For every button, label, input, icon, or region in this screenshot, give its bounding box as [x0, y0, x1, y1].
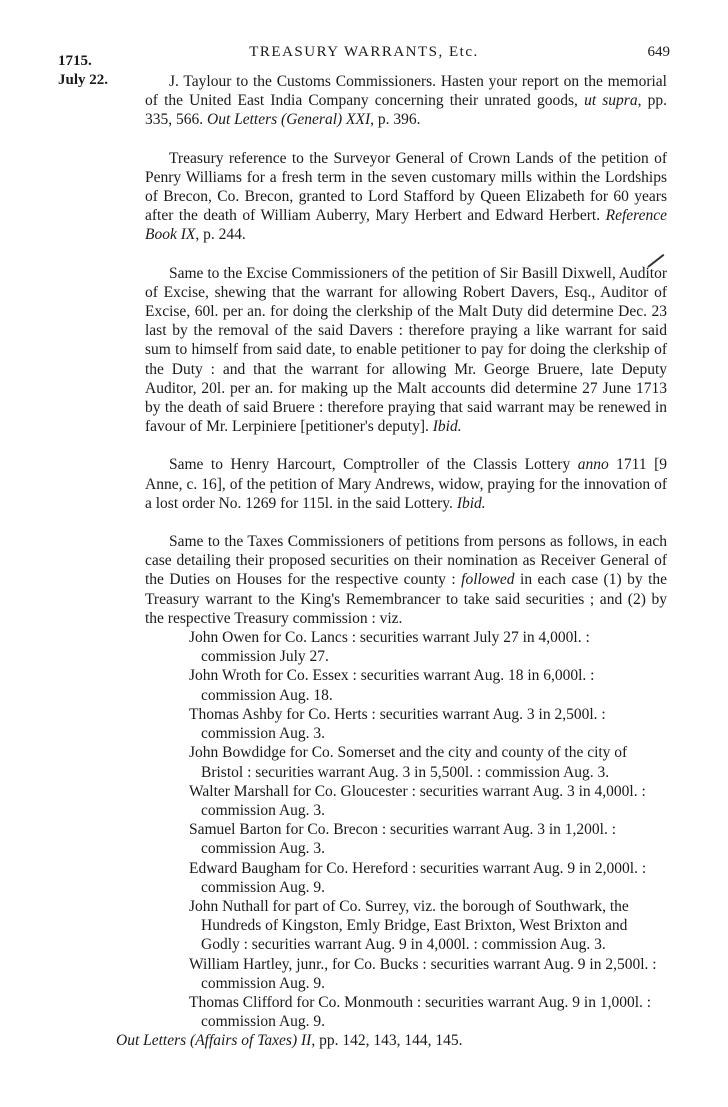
entry-source: Out Letters (General) XXI	[207, 111, 371, 129]
list-item: Thomas Ashby for Co. Herts : securities warrant Aug. 3 in 2,500l. : commission Aug. 3.	[189, 705, 606, 743]
list-item: John Nuthall for part of Co. Surrey, viz. the borough of Southwark, the Hundreds of Kingston, Emly Bridge, East Brixton, West Brixton and Godly : securities warrant Aug. 9 in 4,000l. : commission Aug. 3.	[189, 897, 629, 954]
list-item: Samuel Barton for Co. Brecon : securities warrant Aug. 3 in 1,200l. : commission Aug. 3.	[189, 821, 617, 858]
list-item: William Hartley, junr., for Co. Bucks : securities warrant Aug. 9 in 2,500l. : commission Aug. 9.	[189, 955, 657, 992]
entry-italic: anno	[577, 456, 609, 474]
list-item: Walter Marshall for Co. Gloucester : securities warrant Aug. 3 in 4,000l. : commission Aug. 3.	[189, 782, 646, 819]
entry-lottery	[145, 455, 667, 513]
document-body	[116, 72, 668, 1051]
entry-source-tail: , pp. 142, 143, 144, 145.	[311, 1032, 463, 1050]
list-item: John Bowdidge for Co. Somerset and the city and county of the city of Bristol : securities warrant Aug. 3 in 5,500l. : commission Aug. 3.	[189, 744, 628, 781]
entry-text: , pp. 335, 566.	[145, 92, 667, 129]
entry-text: Same to the Taxes Commissioners of petitions from persons as follows, in each case detailing their proposed securities on their nomination as Receiver General of the Duties on Houses for the respective county :	[145, 533, 667, 589]
entry-text: J. Taylour to the Customs Commissioners. Hasten your report on the memorial of the United East India Company concerning their unrated goods,	[145, 73, 667, 110]
entry-text: Same to Henry Harcourt, Comptroller of the Classis Lottery	[169, 456, 571, 474]
entry-text: 1711 [9 Anne, c. 16], of the petition of Mary Andrews, widow, praying for the innovation of a lost order No. 1269 for 115l. in the said Lottery.	[145, 456, 667, 512]
running-head: TREASURY WARRANTS, Etc.	[249, 44, 479, 60]
entry-source: Ibid.	[432, 418, 462, 436]
entry-source: Ibid.	[456, 494, 486, 512]
margin-year: 1715.	[58, 53, 92, 69]
entry-excise	[145, 264, 667, 437]
entry-taxes	[145, 532, 667, 628]
page-number: 649	[647, 44, 670, 60]
entry-text: Treasury reference to the Surveyor General of Crown Lands of the petition of Penry Williams for a fresh term in the seven customary mills within the Lordships of Brecon, Co. Brecon, granted to Lord Stafford by Queen Elizabeth for 60 years after the death of William Auberry, Mary Herbert and Edward Herbert.	[145, 149, 667, 225]
entry-text: in each case (1) by the Treasury warrant to the King's Remembrancer to take said securities ; and (2) by the respective Treasury commission : viz.	[145, 571, 668, 627]
margin-date: July 22.	[58, 72, 109, 88]
entry-italic: followed	[461, 571, 515, 589]
entry-italic: ut supra	[584, 92, 638, 110]
entry-source-tail: , p. 244.	[195, 226, 246, 244]
receiver-list	[145, 628, 667, 1031]
entry-source-tail: , p. 396.	[370, 111, 421, 129]
entry-crown-lands	[145, 149, 667, 245]
list-item: Edward Baugham for Co. Hereford : securities warrant Aug. 9 in 2,000l. : commission Aug. 9.	[189, 859, 647, 896]
entry-source: Reference Book IX	[145, 207, 667, 244]
entry-taxes-source	[116, 1031, 667, 1050]
entry-text: Same to the Excise Commissioners of the petition of Sir Basill Dixwell, Auditor of Excise, shewing that the warrant for allowing Robert Davers, Esq., Auditor of Excise, 60l. per an. for doing the clerkship of the Malt Duty did determine Dec. 23 last by the removal of the said Davers : therefore praying a like warrant for said sum to himself from said date, to enable petitioner to pay for doing the clerkship of the Duty : and that the warrant for allowing Mr. George Bruere, late Deputy Auditor, 20l. per an. for making up the Malt accounts did determine 27 June 1713 by the death of said Bruere : therefore praying that said warrant may be renewed in favour of Mr. Lerpiniere [petitioner's deputy].	[145, 264, 667, 436]
list-item: Thomas Clifford for Co. Monmouth : securities warrant Aug. 9 in 1,000l. : commission Aug. 9.	[189, 993, 652, 1031]
entry-customs-report	[145, 72, 667, 130]
list-item: John Owen for Co. Lancs : securities warrant July 27 in 4,000l. : commission July 27.	[189, 629, 590, 666]
entry-source: Out Letters (Affairs of Taxes) II	[116, 1032, 312, 1050]
list-item: John Wroth for Co. Essex : securities warrant Aug. 18 in 6,000l. : commission Aug. 18.	[189, 667, 595, 704]
